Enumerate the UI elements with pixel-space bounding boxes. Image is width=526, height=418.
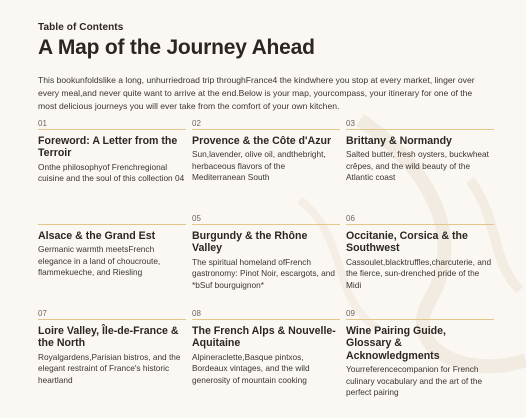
divider (38, 224, 186, 225)
toc-entry[interactable] (346, 116, 494, 211)
entry-title: Occitanie, Corsica & the Southwest (346, 229, 468, 255)
entry-title: Burgundy & the Rhône Valley (192, 229, 308, 255)
toc-entry[interactable] (38, 116, 186, 211)
entry-title: Brittany & Normandy (346, 134, 452, 147)
entry-description: Onthe philosophyof Frenchregional cuisine and the soul of this collection 04 (38, 161, 185, 184)
entry-description: Royalgardens,Parisian bistros, and the elegant restraint of France's historic heartland (38, 351, 181, 385)
toc-entry[interactable] (192, 306, 340, 401)
entry-title: The French Alps & Nouvelle-Aquitaine (192, 324, 336, 350)
entry-number: 01 (38, 118, 47, 128)
toc-entry[interactable] (192, 211, 340, 306)
entry-title: Provence & the Côte d'Azur (192, 134, 332, 147)
entry-title: Foreword: A Letter from the Terroir (38, 134, 178, 160)
toc-entry[interactable] (346, 211, 494, 306)
divider (192, 224, 340, 225)
entry-description: Salted butter, fresh oysters, buckwheat crêpes, and the wild beauty of the Atlantic coast (346, 149, 489, 183)
divider (38, 129, 186, 130)
toc-entry[interactable] (346, 306, 494, 401)
entry-number: 07 (38, 308, 47, 318)
entry-number: 05 (192, 213, 201, 223)
entry-description: Sun,lavender, olive oil, andthebright, herbaceous flavors of the Mediterranean South (192, 149, 326, 183)
entry-description: Alpineraclette,Basque pintxos, Bordeaux vintages, and the wild generosity of mountain cooking (192, 351, 310, 385)
divider (346, 129, 494, 130)
entry-number: 06 (346, 213, 355, 223)
entry-description: Cassoulet,blacktruffles,charcuterie, and the fierce, sun-drenched pride of the Midi (346, 256, 492, 290)
intro-paragraph: This bookunfoldslike a long, unhurriedroad trip throughFrance4 the kindwhere you stop at every market, linger over every meal,and never quite want to arrive at the end.Below is your map, yourcompass, your itinerary for one of the most delicious journeys you will ever take from the comfort of your own kitchen. (38, 75, 475, 112)
toc-entry[interactable] (38, 211, 186, 306)
page-title: A Map of the Journey Ahead (38, 36, 315, 59)
toc-entry[interactable] (38, 306, 186, 401)
entry-description: Germanic warmth meetsFrench elegance in a land of choucroute, flammekueche, and Riesling (38, 244, 161, 278)
entry-description: Yourreferencecompanion for French culinary vocabulary and the art of the perfect pairing (346, 364, 483, 398)
entry-number: 09 (346, 308, 355, 318)
toc-entry[interactable] (192, 116, 340, 211)
entry-number (38, 214, 186, 224)
entry-title: Alsace & the Grand Est (38, 229, 156, 242)
entry-number: 03 (346, 118, 355, 128)
entry-number: 08 (192, 308, 201, 318)
entry-description: The spiritual homeland ofFrench gastronomy: Pinot Noir, escargots, and *bSuf bourguignon* (192, 256, 335, 290)
divider (192, 319, 340, 320)
entry-title: Loire Valley, Île-de-France & the North (38, 324, 179, 350)
divider (192, 129, 340, 130)
sections-grid (38, 116, 492, 401)
entry-number: 02 (192, 118, 201, 128)
entry-title: Wine Pairing Guide, Glossary & Acknowledgments (346, 324, 446, 362)
divider (346, 224, 494, 225)
divider (346, 319, 494, 320)
divider (38, 319, 186, 320)
eyebrow-label: Table of Contents (38, 22, 124, 33)
